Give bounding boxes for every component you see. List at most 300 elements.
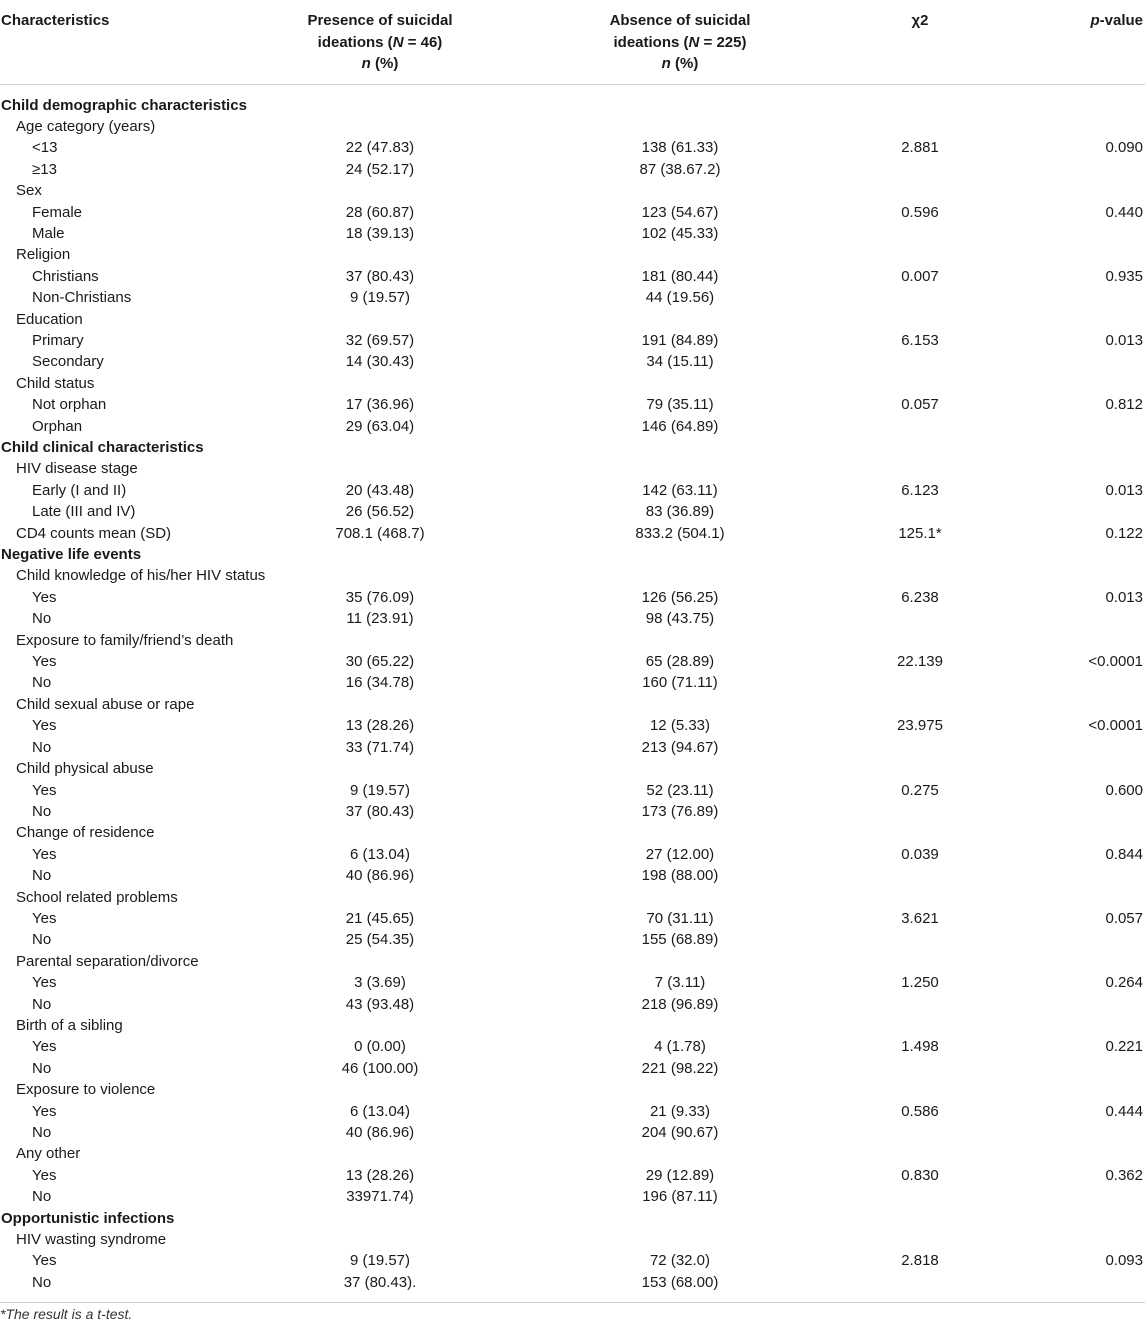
presence-cell: 6 (13.04) xyxy=(349,845,411,863)
presence-cell: 22 (47.83) xyxy=(345,139,415,157)
absence-cell: 126 (56.25) xyxy=(641,588,719,606)
p-value-cell xyxy=(1010,1015,1145,1036)
presence-cell: 33 (71.74) xyxy=(345,738,415,756)
row-label: Age category (years) xyxy=(16,117,156,135)
table-row xyxy=(0,1250,1145,1271)
presence-cell: 6 (13.04) xyxy=(349,1102,411,1120)
table-row xyxy=(0,1015,1145,1036)
table-row xyxy=(0,1143,1145,1164)
row-label: Child physical abuse xyxy=(16,760,154,778)
p-value-cell xyxy=(1010,1122,1145,1143)
p-value-cell xyxy=(1010,159,1145,180)
absence-cell: 83 (36.89) xyxy=(645,503,715,521)
absence-cell: 12 (5.33) xyxy=(649,717,711,735)
table-row xyxy=(0,887,1145,908)
p-value-cell: 0.444 xyxy=(1105,1102,1143,1120)
chi-square-cell: 3.621 xyxy=(901,909,939,927)
row-label: ≥13 xyxy=(32,160,57,178)
row-label: No xyxy=(32,610,52,628)
presence-cell xyxy=(230,116,530,137)
chi-square-cell: 125.1* xyxy=(898,524,942,542)
absence-cell xyxy=(530,951,830,972)
header-row xyxy=(0,0,1145,84)
p-value-cell xyxy=(1010,1058,1145,1079)
table-row xyxy=(0,1186,1145,1207)
chi-square-cell xyxy=(830,994,1010,1015)
absence-cell: 181 (80.44) xyxy=(641,267,719,285)
chi-square-cell xyxy=(830,865,1010,886)
p-value-cell: 0.600 xyxy=(1105,781,1143,799)
row-label: No xyxy=(32,674,52,692)
row-label: No xyxy=(32,867,52,885)
table-row xyxy=(0,1101,1145,1122)
row-label: School related problems xyxy=(16,888,178,906)
chi-square-cell xyxy=(830,544,1010,565)
presence-cell xyxy=(230,1229,530,1250)
row-label: CD4 counts mean (SD) xyxy=(16,524,172,542)
p-value-cell xyxy=(1010,630,1145,651)
chi-square-cell xyxy=(830,244,1010,265)
presence-cell xyxy=(230,565,530,586)
p-value-cell: 0.844 xyxy=(1105,845,1143,863)
p-value-cell xyxy=(1010,373,1145,394)
presence-cell xyxy=(230,180,530,201)
p-value-cell: 0.221 xyxy=(1105,1038,1143,1056)
absence-cell: 146 (64.89) xyxy=(641,417,719,435)
absence-cell: 191 (84.89) xyxy=(641,331,719,349)
absence-cell xyxy=(530,1143,830,1164)
row-label: Female xyxy=(32,203,83,221)
chi-square-cell: 0.039 xyxy=(901,845,939,863)
presence-cell: 33971.74) xyxy=(346,1188,414,1206)
row-label: Sex xyxy=(16,182,42,200)
presence-cell: 40 (86.96) xyxy=(345,867,415,885)
table-row xyxy=(0,202,1145,223)
presence-cell xyxy=(230,1208,530,1229)
p-value-cell xyxy=(1010,672,1145,693)
chi-square-cell xyxy=(830,1186,1010,1207)
presence-cell: 37 (80.43) xyxy=(345,802,415,820)
chi-square-cell xyxy=(830,801,1010,822)
absence-cell xyxy=(530,437,830,458)
chi-square-cell xyxy=(830,1208,1010,1229)
p-value-cell xyxy=(1010,84,1145,116)
absence-cell: 21 (9.33) xyxy=(649,1102,711,1120)
chi-square-cell xyxy=(830,437,1010,458)
table-row xyxy=(0,394,1145,415)
row-label: Not orphan xyxy=(32,396,107,414)
table-row xyxy=(0,608,1145,629)
header-p-value: p-value xyxy=(1010,0,1145,84)
table-row xyxy=(0,822,1145,843)
presence-cell: 9 (19.57) xyxy=(349,1252,411,1270)
chi-square-cell: 6.238 xyxy=(901,588,939,606)
table-row xyxy=(0,373,1145,394)
chi-square-cell xyxy=(830,373,1010,394)
table-row xyxy=(0,737,1145,758)
presence-cell: 24 (52.17) xyxy=(345,160,415,178)
table-row xyxy=(0,501,1145,522)
row-label: Parental separation/divorce xyxy=(16,952,199,970)
row-label: Yes xyxy=(32,717,57,735)
row-label: Late (III and IV) xyxy=(32,503,136,521)
row-label: Orphan xyxy=(32,417,83,435)
row-label: Yes xyxy=(32,1102,57,1120)
presence-cell xyxy=(230,951,530,972)
presence-cell: 32 (69.57) xyxy=(345,331,415,349)
row-label: Yes xyxy=(32,653,57,671)
presence-cell: 20 (43.48) xyxy=(345,481,415,499)
p-value-cell xyxy=(1010,180,1145,201)
absence-cell xyxy=(530,84,830,116)
section-row xyxy=(0,437,1145,458)
chi-square-cell: 0.275 xyxy=(901,781,939,799)
absence-cell: 155 (68.89) xyxy=(641,931,719,949)
table-row xyxy=(0,1079,1145,1100)
chi-square-cell: 22.139 xyxy=(897,653,943,671)
table-row xyxy=(0,672,1145,693)
table-row xyxy=(0,1229,1145,1250)
table-row xyxy=(0,244,1145,265)
p-value-cell: 0.013 xyxy=(1105,331,1143,349)
row-label: Education xyxy=(16,310,83,328)
p-value-cell xyxy=(1010,1079,1145,1100)
chi-square-cell: 0.596 xyxy=(901,203,939,221)
table-row xyxy=(0,951,1145,972)
p-value-cell xyxy=(1010,116,1145,137)
row-label: Birth of a sibling xyxy=(16,1016,123,1034)
presence-cell xyxy=(230,1079,530,1100)
p-value-cell xyxy=(1010,458,1145,479)
presence-cell: 17 (36.96) xyxy=(345,396,415,414)
presence-cell: 37 (80.43) xyxy=(345,267,415,285)
section-row xyxy=(0,1208,1145,1229)
table-row xyxy=(0,266,1145,287)
p-value-cell: 0.090 xyxy=(1105,139,1143,157)
absence-cell: 153 (68.00) xyxy=(530,1272,830,1303)
row-label: Yes xyxy=(32,588,57,606)
header-characteristics: Characteristics xyxy=(0,0,230,84)
p-value-cell: 0.013 xyxy=(1105,588,1143,606)
row-label: Male xyxy=(32,224,65,242)
p-value-cell xyxy=(1010,887,1145,908)
row-label: Yes xyxy=(32,781,57,799)
p-value-cell xyxy=(1010,608,1145,629)
table-row xyxy=(0,715,1145,736)
p-value-cell: 0.812 xyxy=(1105,396,1143,414)
row-label: Child knowledge of his/her HIV status xyxy=(16,567,266,585)
presence-cell: 43 (93.48) xyxy=(345,995,415,1013)
row-label: Early (I and II) xyxy=(32,481,127,499)
chi-square-cell xyxy=(830,1272,1010,1303)
row-label: Yes xyxy=(32,909,57,927)
row-label: Yes xyxy=(32,1252,57,1270)
table-row xyxy=(0,458,1145,479)
row-label: No xyxy=(32,802,52,820)
absence-cell: 198 (88.00) xyxy=(641,867,719,885)
row-label: No xyxy=(32,1059,52,1077)
presence-cell xyxy=(230,630,530,651)
row-label: No xyxy=(32,1124,52,1141)
presence-cell xyxy=(230,822,530,843)
absence-cell: 27 (12.00) xyxy=(645,845,715,863)
presence-cell xyxy=(230,758,530,779)
absence-cell: 221 (98.22) xyxy=(641,1059,719,1077)
presence-cell: 14 (30.43) xyxy=(345,353,415,371)
table-row xyxy=(0,565,1145,586)
chi-square-cell xyxy=(830,822,1010,843)
absence-cell xyxy=(530,544,830,565)
chi-square-cell xyxy=(830,416,1010,437)
chi-square-cell xyxy=(830,458,1010,479)
chi-square-cell: 23.975 xyxy=(897,717,943,735)
chi-square-cell xyxy=(830,84,1010,116)
absence-cell: 7 (3.11) xyxy=(654,974,706,992)
p-value-cell xyxy=(1010,1272,1145,1303)
presence-cell xyxy=(230,1143,530,1164)
absence-cell: 196 (87.11) xyxy=(642,1188,718,1206)
table-row xyxy=(0,480,1145,501)
table-row xyxy=(0,1036,1145,1057)
chi-square-cell xyxy=(830,694,1010,715)
p-value-cell xyxy=(1010,223,1145,244)
chi-square-cell xyxy=(830,501,1010,522)
presence-cell: 9 (19.57) xyxy=(349,781,411,799)
p-value-cell: 0.362 xyxy=(1105,1166,1143,1184)
p-value-cell: 0.057 xyxy=(1105,909,1143,927)
chi-square-cell: 2.881 xyxy=(901,139,939,157)
presence-cell xyxy=(230,437,530,458)
absence-cell xyxy=(530,887,830,908)
presence-cell: 16 (34.78) xyxy=(345,674,415,692)
row-label: Exposure to family/friend’s death xyxy=(16,631,234,649)
chi-square-cell xyxy=(830,565,1010,586)
p-value-cell xyxy=(1010,951,1145,972)
p-value-cell xyxy=(1010,737,1145,758)
chi-square-cell xyxy=(830,1015,1010,1036)
presence-cell xyxy=(230,84,530,116)
absence-cell: 29 (12.89) xyxy=(645,1166,715,1184)
row-label: Child sexual abuse or rape xyxy=(16,695,195,713)
chi-square-cell: 6.123 xyxy=(901,481,939,499)
table-row xyxy=(0,1122,1145,1143)
header-absence: Absence of suicidal ideations (N = 225) n (%) xyxy=(530,0,830,84)
table-row xyxy=(0,116,1145,137)
row-label: Child clinical characteristics xyxy=(1,439,204,456)
table-row xyxy=(0,587,1145,608)
absence-cell xyxy=(530,1229,830,1250)
chi-square-cell xyxy=(830,672,1010,693)
row-label: Child status xyxy=(16,374,95,392)
p-value-cell: 0.122 xyxy=(1105,524,1143,542)
p-value-cell xyxy=(1010,416,1145,437)
chi-square-cell xyxy=(830,608,1010,629)
table-row xyxy=(0,416,1145,437)
absence-cell: 98 (43.75) xyxy=(645,610,715,628)
chi-square-cell: 0.586 xyxy=(901,1102,939,1120)
absence-cell xyxy=(530,309,830,330)
row-label: Religion xyxy=(16,246,71,264)
absence-cell: 204 (90.67) xyxy=(641,1124,719,1141)
absence-cell xyxy=(530,1208,830,1229)
p-value-cell xyxy=(1010,244,1145,265)
chi-square-cell xyxy=(830,887,1010,908)
chi-square-cell xyxy=(830,951,1010,972)
p-value-cell: 0.264 xyxy=(1105,974,1143,992)
presence-cell xyxy=(230,887,530,908)
row-label: No xyxy=(32,995,52,1013)
table-row xyxy=(0,180,1145,201)
p-value-cell xyxy=(1010,801,1145,822)
absence-cell: 833.2 (504.1) xyxy=(635,524,725,542)
row-label: Any other xyxy=(16,1145,81,1163)
p-value-cell xyxy=(1010,565,1145,586)
row-label: Child demographic characteristics xyxy=(1,96,247,114)
p-value-cell: <0.0001 xyxy=(1088,717,1143,735)
row-label: HIV disease stage xyxy=(16,460,138,478)
absence-cell xyxy=(530,822,830,843)
chi-square-cell xyxy=(830,929,1010,950)
p-value-cell xyxy=(1010,1229,1145,1250)
presence-cell xyxy=(230,309,530,330)
row-label: Negative life events xyxy=(1,546,142,564)
row-label: Christians xyxy=(32,267,99,285)
table-body xyxy=(0,84,1145,1303)
absence-cell xyxy=(530,1015,830,1036)
p-value-cell xyxy=(1010,929,1145,950)
presence-cell: 3 (3.69) xyxy=(354,974,406,992)
presence-cell: 0 (0.00) xyxy=(354,1038,406,1056)
presence-cell: 11 (23.91) xyxy=(346,610,414,628)
absence-cell: 123 (54.67) xyxy=(641,203,719,221)
presence-cell xyxy=(230,1015,530,1036)
row-label: Non-Christians xyxy=(32,289,132,307)
table-row xyxy=(0,929,1145,950)
row-label: Yes xyxy=(32,974,57,992)
chi-square-cell xyxy=(830,1229,1010,1250)
chi-square-cell: 0.007 xyxy=(901,267,939,285)
p-value-cell xyxy=(1010,694,1145,715)
absence-cell xyxy=(530,630,830,651)
p-value-cell xyxy=(1010,351,1145,372)
p-value-cell xyxy=(1010,758,1145,779)
table-row xyxy=(0,758,1145,779)
section-row xyxy=(0,544,1145,565)
absence-cell xyxy=(530,180,830,201)
chi-square-cell xyxy=(830,1143,1010,1164)
p-value-cell xyxy=(1010,865,1145,886)
absence-cell: 87 (38.67.2) xyxy=(639,160,721,178)
absence-cell: 52 (23.11) xyxy=(646,781,714,799)
absence-cell: 218 (96.89) xyxy=(641,995,719,1013)
presence-cell xyxy=(230,694,530,715)
row-label: Secondary xyxy=(32,353,104,371)
table-row xyxy=(0,801,1145,822)
table-row xyxy=(0,330,1145,351)
table-row xyxy=(0,844,1145,865)
table-row xyxy=(0,351,1145,372)
chi-square-cell: 0.830 xyxy=(901,1166,939,1184)
row-label: No xyxy=(32,738,52,756)
presence-cell: 40 (86.96) xyxy=(345,1124,415,1141)
table-row xyxy=(0,694,1145,715)
row-label: Exposure to violence xyxy=(16,1081,156,1099)
absence-cell xyxy=(530,244,830,265)
absence-cell xyxy=(530,565,830,586)
p-value-cell xyxy=(1010,1208,1145,1229)
table-row xyxy=(0,972,1145,993)
row-label: Yes xyxy=(32,1038,57,1056)
presence-cell: 30 (65.22) xyxy=(345,653,415,671)
presence-cell: 28 (60.87) xyxy=(345,203,415,221)
absence-cell xyxy=(530,1079,830,1100)
presence-cell xyxy=(230,373,530,394)
p-value-cell xyxy=(1010,544,1145,565)
table-row xyxy=(0,523,1145,544)
p-value-cell: 0.935 xyxy=(1105,267,1143,285)
p-value-cell xyxy=(1010,501,1145,522)
absence-cell: 160 (71.11) xyxy=(642,674,718,692)
absence-cell: 72 (32.0) xyxy=(649,1252,711,1270)
presence-cell: 13 (28.26) xyxy=(345,717,415,735)
presence-cell: 18 (39.13) xyxy=(345,224,415,242)
chi-square-cell: 1.498 xyxy=(901,1038,939,1056)
chi-square-cell xyxy=(830,180,1010,201)
absence-cell: 138 (61.33) xyxy=(641,139,719,157)
absence-cell: 213 (94.67) xyxy=(641,738,719,756)
absence-cell: 65 (28.89) xyxy=(645,653,715,671)
chi-square-cell xyxy=(830,1122,1010,1143)
table-row xyxy=(0,137,1145,158)
table-row xyxy=(0,908,1145,929)
absence-cell: 142 (63.11) xyxy=(642,481,718,499)
presence-cell: 708.1 (468.7) xyxy=(335,524,425,542)
table-footnote: *The result is a t-test. xyxy=(0,1306,133,1322)
absence-cell: 70 (31.11) xyxy=(646,909,714,927)
row-label: No xyxy=(32,931,52,949)
p-value-cell xyxy=(1010,437,1145,458)
table-row xyxy=(0,223,1145,244)
p-value-cell xyxy=(1010,822,1145,843)
presence-cell: 26 (56.52) xyxy=(345,503,415,521)
row-label: No xyxy=(32,1188,52,1206)
presence-cell: 46 (100.00) xyxy=(341,1059,419,1077)
chi-square-cell xyxy=(830,116,1010,137)
presence-cell: 35 (76.09) xyxy=(345,588,415,606)
presence-cell: 25 (54.35) xyxy=(345,931,415,949)
row-label: Change of residence xyxy=(16,824,155,842)
table-row xyxy=(0,309,1145,330)
absence-cell xyxy=(530,758,830,779)
absence-cell xyxy=(530,116,830,137)
p-value-cell: 0.013 xyxy=(1105,481,1143,499)
table-row xyxy=(0,780,1145,801)
absence-cell: 79 (35.11) xyxy=(646,396,714,414)
table-row xyxy=(0,630,1145,651)
chi-square-cell xyxy=(830,309,1010,330)
p-value-cell xyxy=(1010,287,1145,308)
row-label: Yes xyxy=(32,845,57,863)
presence-cell xyxy=(230,544,530,565)
p-value-cell xyxy=(1010,994,1145,1015)
table-row xyxy=(0,865,1145,886)
p-value-cell: 0.093 xyxy=(1105,1252,1143,1270)
row-label: <13 xyxy=(32,139,58,157)
header-presence: Presence of suicidal ideations (N = 46) n (%) xyxy=(230,0,530,84)
absence-cell xyxy=(530,458,830,479)
row-label: HIV wasting syndrome xyxy=(16,1231,167,1249)
presence-cell xyxy=(230,458,530,479)
